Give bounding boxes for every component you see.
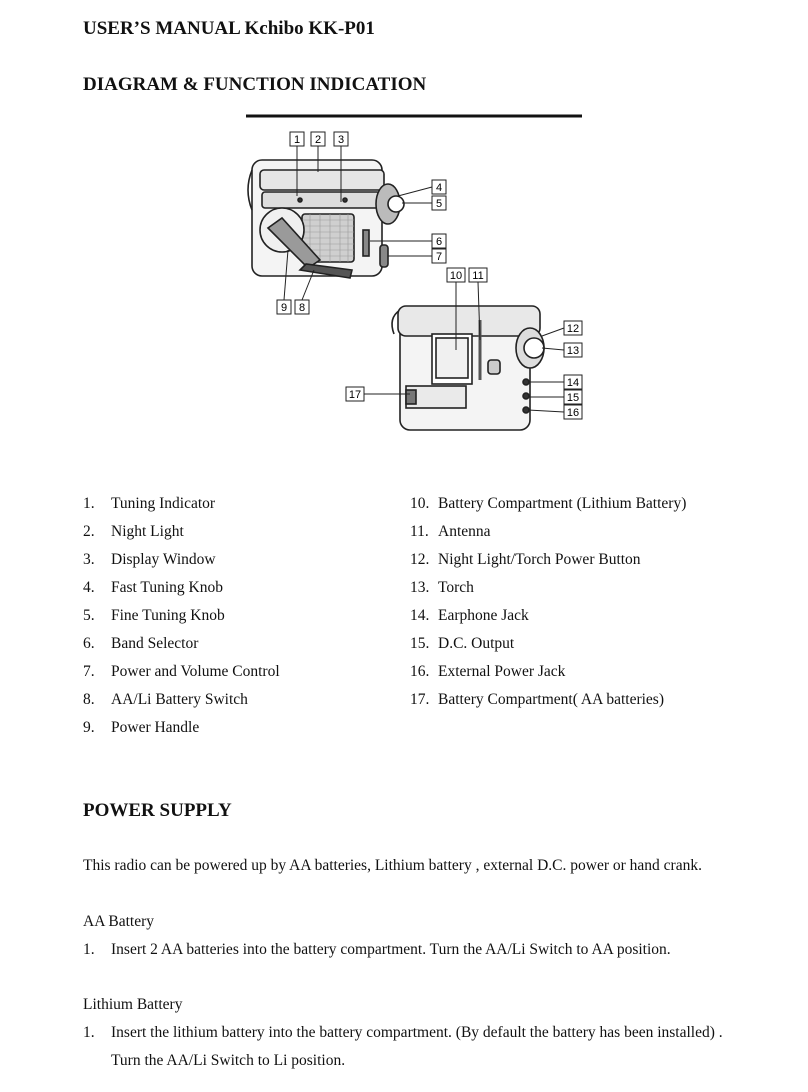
svg-text:17: 17 [348,389,362,401]
aa-battery-step: 1. Insert 2 AA batteries into the battery compartment. Turn the AA/Li Switch to AA position. [83,941,671,958]
svg-text:11: 11 [472,270,484,282]
parts-list-left [83,494,280,746]
callout-5 [432,196,446,210]
list-item: 17. Battery Compartment( AA batteries) [410,691,664,708]
list-item: 6. Band Selector [83,635,199,652]
radio-front-view [248,160,404,278]
document-title: USER’S MANUAL Kchibo KK-P01 [83,18,375,39]
callout-16 [564,405,582,419]
svg-text:12: 12 [566,323,580,335]
list-item: 5. Fine Tuning Knob [83,607,225,624]
svg-text:3: 3 [337,134,345,146]
section-heading-power-supply: POWER SUPPLY [83,800,232,821]
list-item: 3. Display Window [83,551,216,568]
svg-text:14: 14 [566,377,580,389]
callout-13 [564,343,582,357]
callout-6 [432,234,446,248]
lithium-battery-step: 1. Insert the lithium battery into the battery compartment. (By default the battery has been installed) . [83,1024,723,1041]
svg-text:1: 1 [293,134,301,146]
aa-battery-heading: AA Battery [83,913,155,930]
callout-3 [334,132,348,146]
lithium-battery-heading: Lithium Battery [83,996,183,1013]
callout-17 [346,387,364,401]
list-item: 14. Earphone Jack [410,607,529,624]
callout-1 [290,132,304,146]
svg-text:6: 6 [435,236,443,248]
svg-text:9: 9 [280,302,288,314]
list-item: 2. Night Light [83,523,184,540]
list-item: 12. Night Light/Torch Power Button [410,551,641,568]
callout-4 [432,180,446,194]
section-heading-diagram: DIAGRAM & FUNCTION INDICATION [83,74,427,95]
callout-15 [564,390,582,404]
svg-text:15: 15 [566,392,580,404]
svg-text:13: 13 [566,345,580,357]
list-item: 9. Power Handle [83,719,200,736]
list-item: 13. Torch [410,579,474,596]
svg-text:5: 5 [435,198,443,210]
list-item: 16. External Power Jack [410,663,566,680]
list-item: 1. Tuning Indicator [83,495,216,512]
power-intro-text: This radio can be powered up by AA batteries, Lithium battery , external D.C. power or hand crank. [83,857,702,874]
callout-12 [564,321,582,335]
callout-11 [469,268,487,282]
callout-14 [564,375,582,389]
radio-back-view [392,306,544,430]
list-item: 10. Battery Compartment (Lithium Battery) [410,495,687,512]
callout-2 [311,132,325,146]
svg-text:10: 10 [449,270,463,282]
svg-text:2: 2 [314,134,322,146]
list-item: 15. D.C. Output [410,635,515,652]
callout-10 [447,268,465,282]
svg-text:4: 4 [435,182,443,194]
parts-list-right [410,494,686,718]
svg-text:7: 7 [435,251,443,263]
svg-text:16: 16 [566,407,580,419]
list-item: 11. Antenna [410,523,491,540]
callout-9 [277,300,291,314]
lithium-battery-step-continued: Turn the AA/Li Switch to Li position. [111,1052,346,1069]
radio-diagram [230,110,590,455]
list-item: 4. Fast Tuning Knob [83,579,223,596]
list-item: 7. Power and Volume Control [83,663,280,680]
callout-8 [295,300,309,314]
svg-text:8: 8 [298,302,306,314]
list-item: 8. AA/Li Battery Switch [83,691,248,708]
callout-7 [432,249,446,263]
